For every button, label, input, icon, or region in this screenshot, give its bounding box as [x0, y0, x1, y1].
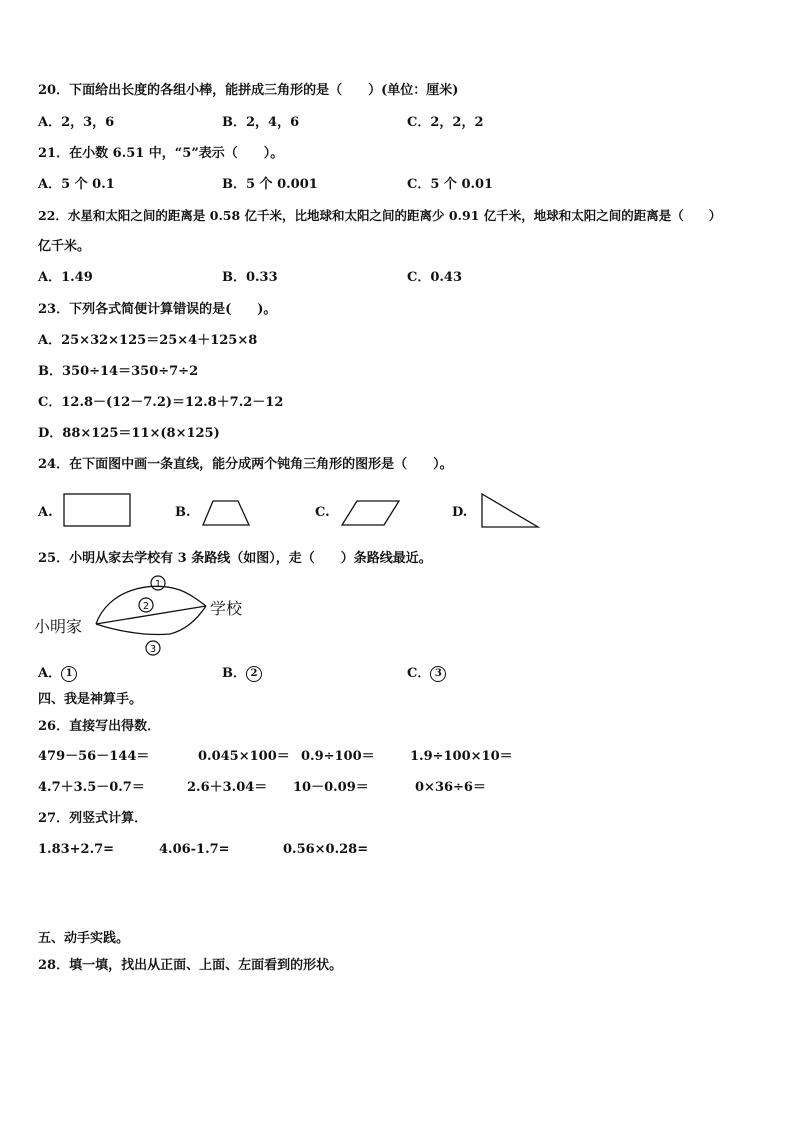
route-1-path	[96, 586, 206, 624]
q26-item: 10－0.09＝	[293, 780, 369, 795]
q22-stem-line2: 亿千米。	[38, 239, 91, 254]
route-2-number: 2	[142, 601, 150, 612]
q24-parallelogram	[342, 501, 399, 525]
q25-option-c-circled: 3	[430, 666, 446, 682]
q21-option-c: C．5 个 0.01	[407, 177, 494, 192]
q22-option-a: A．1.49	[38, 270, 93, 285]
q27-item: 4.06-1.7=	[159, 842, 230, 857]
q25-option-a-label: A．	[38, 666, 62, 681]
q20-option-a: A．2，3，6	[38, 115, 115, 130]
q25-option-b-label: B．	[222, 666, 246, 681]
route-1-number: 1	[154, 579, 162, 590]
q22-stem-line1: 22．水星和太阳之间的距离是 0.58 亿千米，比地球和太阳之间的距离少 0.91 亿千米，地球和太阳之间的距离是（ ）	[38, 208, 722, 223]
q23-option-b: B．350÷14＝350÷7÷2	[38, 364, 199, 379]
q20-stem: 20．下面给出长度的各组小棒，能拼成三角形的是（ ）(单位：厘米)	[38, 83, 459, 98]
q24-option-b: B.	[175, 505, 191, 520]
q21-stem: 21．在小数 6.51 中，“5”表示（ ）。	[38, 146, 284, 161]
q26-item: 0×36÷6＝	[415, 780, 486, 795]
q20-option-b: B．2，4，6	[222, 115, 300, 130]
q27-stem: 27．列竖式计算．	[38, 811, 148, 826]
section-4-heading: 四、我是神算手。	[38, 692, 143, 707]
route-2-path	[96, 606, 206, 624]
q22-option-c: C．0.43	[407, 270, 463, 285]
q25-option-c	[407, 665, 446, 683]
q26-item: 479－56－144＝	[38, 749, 150, 764]
q24-option-d: D.	[452, 505, 468, 520]
route-3-number: 3	[149, 644, 157, 655]
q23-option-d: D．88×125＝11×(8×125)	[38, 426, 220, 441]
q23-option-a: A．25×32×125＝25×4＋125×8	[38, 333, 258, 348]
q25-stem: 25．小明从家去学校有 3 条路线（如图），走（ ）条路线最近。	[38, 551, 432, 566]
q24-trapezoid	[203, 501, 249, 525]
q25-option-a-circled: 1	[61, 666, 77, 682]
q24-right-triangle	[482, 494, 538, 527]
school-label: 学校	[210, 599, 243, 618]
section-5-heading: 五、动手实践。	[38, 931, 130, 946]
q24-shapes	[0, 0, 794, 540]
q24-option-a: A.	[38, 505, 53, 520]
q21-option-b: B．5 个 0.001	[222, 177, 318, 192]
q26-item: 0.9÷100＝	[301, 749, 375, 764]
q25-option-b-circled: 2	[246, 666, 262, 682]
q21-option-a: A．5 个 0.1	[38, 177, 115, 192]
q22-option-b: B．0.33	[222, 270, 278, 285]
q27-item: 1.83+2.7=	[38, 842, 115, 857]
q25-option-b	[222, 665, 262, 683]
q20-option-c: C．2，2，2	[407, 115, 484, 130]
q27-item: 0.56×0.28=	[283, 842, 369, 857]
q25-option-c-label: C．	[407, 666, 431, 681]
q26-item: 4.7＋3.5－0.7＝	[38, 780, 145, 795]
q24-option-c: C.	[315, 505, 330, 520]
q26-item: 0.045×100＝	[198, 749, 290, 764]
q26-stem: 26．直接写出得数．	[38, 719, 161, 734]
q23-option-c: C．12.8－(12－7.2)＝12.8＋7.2－12	[38, 395, 284, 410]
q25-option-a	[38, 665, 77, 683]
q23-stem: 23．下列各式简便计算错误的是( )。	[38, 302, 277, 317]
q24-rectangle	[64, 494, 130, 526]
q26-item: 1.9÷100×10＝	[410, 749, 513, 764]
q28-stem: 28．填一填，找出从正面、上面、左面看到的形状。	[38, 958, 343, 973]
q24-stem: 24．在下面图中画一条直线，能分成两个钝角三角形的图形是（ ）。	[38, 457, 453, 472]
q26-item: 2.6＋3.04＝	[187, 780, 268, 795]
q25-route-diagram	[30, 570, 260, 662]
home-label: 小明家	[34, 617, 83, 636]
